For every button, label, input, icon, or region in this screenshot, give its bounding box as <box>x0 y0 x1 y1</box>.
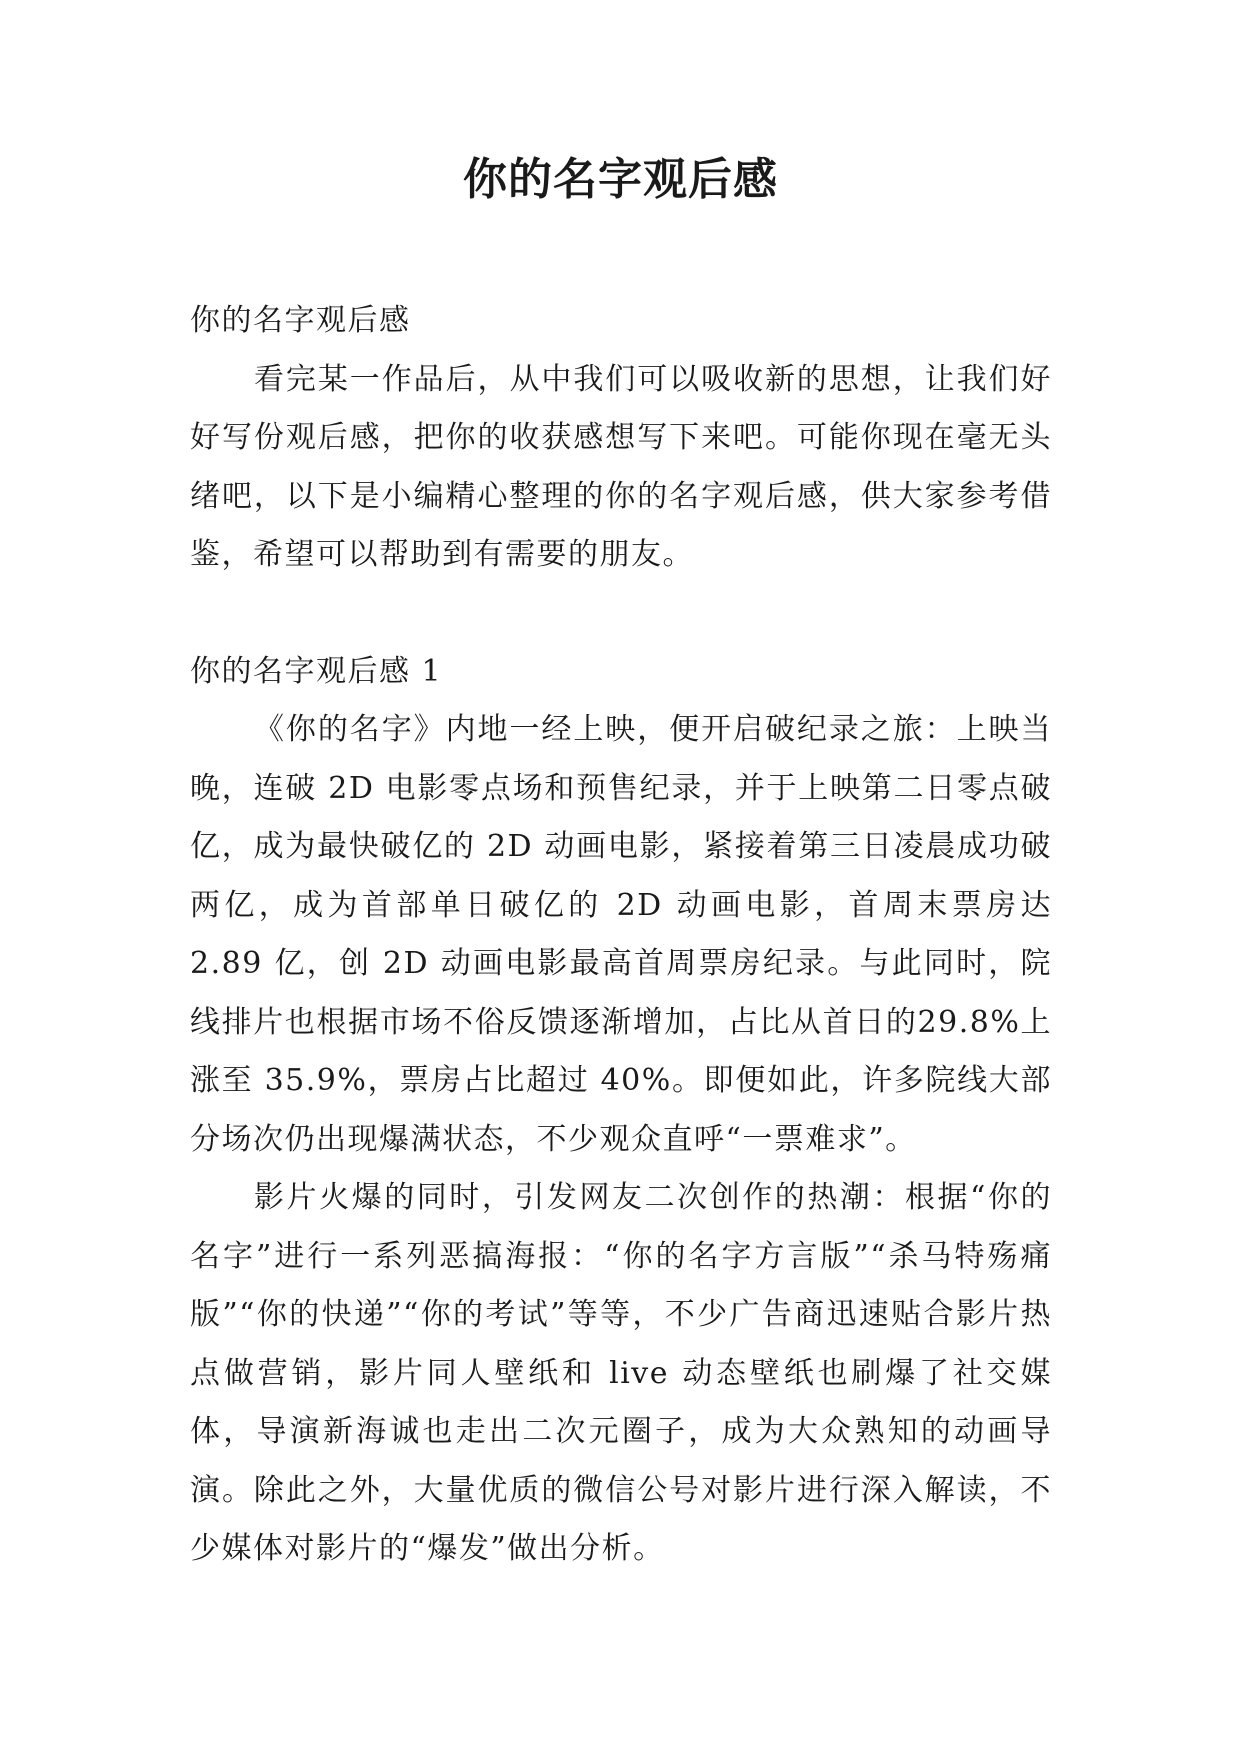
intro-paragraph: 看完某一作品后，从中我们可以吸收新的思想，让我们好好写份观后感，把你的收获感想写下来吧。可能你现在毫无头绪吧，以下是小编精心整理的你的名字观后感，供大家参考借鉴，希望可以帮助到有需要的朋友。 <box>190 361 1052 572</box>
intro-heading: 你的名字观后感 <box>190 303 411 338</box>
body-paragraph: 影片火爆的同时，引发网友二次创作的热潮：根据“你的名字”进行一系列恶搞海报：“你的名字方言版”“杀马特殇痛版”“你的快递”“你的考试”等等，不少广告商迅速贴合影片热点做营销，影片同人壁纸和 live 动态壁纸也刷爆了社交媒体，导演新海诚也走出二次元圈子，成为大众熟知的动画导演。除此之外，大量优质的微信公号对影片进行深入解读，不少媒体对影片的“爆发”做出分析。 <box>190 1180 1052 1566</box>
document-body <box>190 292 1052 1579</box>
section-spacer <box>190 585 1052 643</box>
body-paragraph: 《你的名字》内地一经上映，便开启破纪录之旅：上映当晚，连破 2D 电影零点场和预售纪录，并于上映第二日零点破亿，成为最快破亿的 2D 动画电影，紧接着第三日凌晨成功破两亿，成为首部单日破亿的 2D 动画电影，首周末票房达 2.89 亿，创 2D 动画电影最高首周票房纪录。与此同时，院线排片也根据市场不俗反馈逐渐增加，占比从首日的29.8%上涨至 35.9%，票房占比超过 40%。即便如此，许多院线大部分场次仍出现爆满状态，不少观众直呼“一票难求”。 <box>190 712 1052 1157</box>
document-title: 你的名字观后感 <box>463 154 778 205</box>
section-heading: 你的名字观后感 1 <box>190 653 443 689</box>
